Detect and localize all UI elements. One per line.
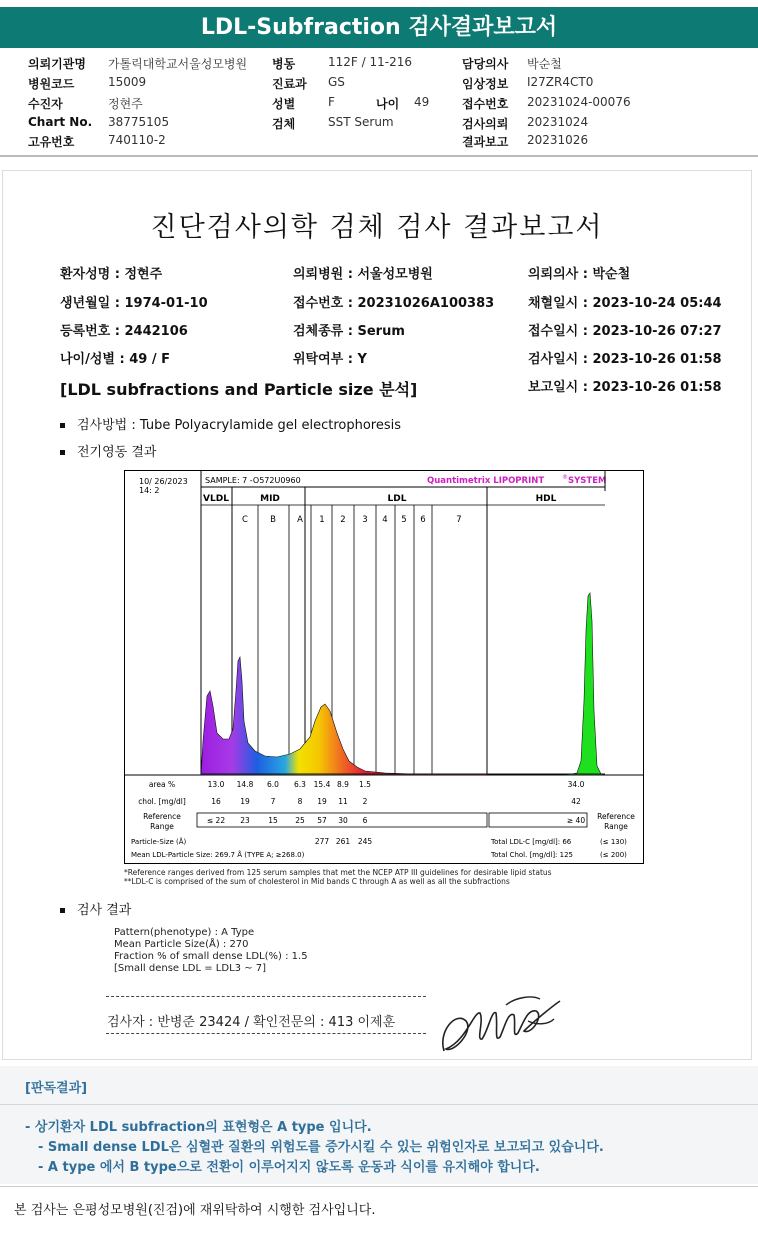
header-label: 병동 xyxy=(272,57,296,71)
band-dividers xyxy=(201,487,605,775)
electrophoresis-text: 전기영동 결과 xyxy=(77,445,157,460)
result-sdldl-definition: [Small dense LDL = LDL3 ~ 7] xyxy=(114,963,267,974)
header-value: 20231024-00076 xyxy=(527,95,631,109)
header-label: 병원코드 xyxy=(28,77,75,91)
row-label: Particle-Size (Å) xyxy=(131,838,187,846)
group-labels xyxy=(203,494,557,504)
header-divider xyxy=(0,155,758,157)
header-value: SST Serum xyxy=(328,115,394,129)
header-label: 의뢰기관명 xyxy=(28,57,86,71)
judgement-heading: [판독결과] xyxy=(25,1081,88,1096)
area-percent-value: 6.0 xyxy=(267,780,279,789)
row-label: chol. [mg/dl] xyxy=(138,797,186,806)
judgement-line: - 상기환자 LDL subfraction의 표현형은 A type 입니다. xyxy=(25,1120,372,1135)
header-label: 결과보고 xyxy=(462,135,509,149)
patient-header xyxy=(0,52,758,152)
header-value: 15009 xyxy=(108,75,147,89)
cholesterol-value: 11 xyxy=(338,797,348,806)
group-label: VLDL xyxy=(203,494,229,504)
header-row xyxy=(0,75,758,93)
header-label: 검사의뢰 xyxy=(462,117,509,131)
result-mean-size: Mean Particle Size(Å) : 270 xyxy=(114,939,249,950)
method-line xyxy=(60,414,401,433)
judgement-line: - A type 에서 B type으로 전환이 이루어지지 않도록 운동과 식이를 유지해야 합니다. xyxy=(38,1160,540,1175)
band-label: 2 xyxy=(340,515,346,525)
chart-footnotes xyxy=(124,868,552,886)
result-heading: 검사 결과 xyxy=(77,903,132,918)
bullet-icon xyxy=(60,450,65,455)
total-ldl-c: Total LDL-C [mg/dl]: 66 xyxy=(491,838,572,846)
area-percent-value: 34.0 xyxy=(567,780,585,789)
chart-time: 14: 2 xyxy=(139,486,160,495)
band-label: B xyxy=(270,515,276,525)
particle-size-value: 245 xyxy=(357,837,373,846)
chart-value-table xyxy=(131,780,635,859)
signature-stroke xyxy=(443,1001,560,1051)
footnote: **LDL-C is comprised of the sum of cholesterol in Mid bands C through A as well as all the subfractions xyxy=(124,877,510,886)
area-percent-value: 6.3 xyxy=(294,780,306,789)
reference-value: 57 xyxy=(317,816,327,825)
electrophoresis-line xyxy=(60,441,156,460)
signer-bottom-rule xyxy=(106,1033,426,1034)
analysis-section-title: [LDL subfractions and Particle size 분석] xyxy=(60,380,418,399)
header-value: 가톨릭대학교서울성모병원 xyxy=(108,57,248,71)
header-label: 임상정보 xyxy=(462,77,509,91)
chart-date: 10/ 26/2023 xyxy=(139,477,188,486)
header-value: 정현주 xyxy=(108,97,143,111)
group-label: LDL xyxy=(387,494,407,504)
reference-value: ≤ 22 xyxy=(206,816,226,825)
row-label: Reference xyxy=(597,812,635,821)
info-birthdate: 생년월일 : 1974-01-10 xyxy=(60,296,208,311)
cholesterol-value: 19 xyxy=(240,797,250,806)
particle-size-value: 261 xyxy=(335,837,351,846)
chart-sample: SAMPLE: 7 -O572U0960 xyxy=(205,476,301,485)
header-label: 성별 xyxy=(272,97,296,111)
header-label: 검체 xyxy=(272,117,296,131)
age-value: 49 xyxy=(414,95,430,109)
reference-value: 25 xyxy=(295,816,305,825)
age-label: 나이 xyxy=(376,97,400,111)
header-label: Chart No. xyxy=(28,115,93,129)
cholesterol-value: 19 xyxy=(317,797,327,806)
judgement-line: - Small dense LDL은 심혈관 질환의 위험도를 증가시킬 수 있는 위험인자로 보고되고 있습니다. xyxy=(38,1140,604,1155)
area-percent-value: 15.4 xyxy=(313,780,331,789)
result-phenotype: Pattern(phenotype) : A Type xyxy=(114,927,255,938)
area-percent-value: 8.9 xyxy=(337,780,349,789)
header-value: GS xyxy=(328,75,345,89)
method-text: 검사방법 : Tube Polyacrylamide gel electrophoresis xyxy=(77,418,402,433)
header-label: 고유번호 xyxy=(28,135,75,149)
band-label: C xyxy=(242,515,248,525)
result-heading-line xyxy=(60,899,131,918)
info-test-time: 검사일시 : 2023-10-26 01:58 xyxy=(528,352,722,367)
signer-line: 검사자 : 반병준 23424 / 확인전문의 : 413 이제훈 xyxy=(107,1015,396,1030)
lipoprint-svg xyxy=(125,471,643,863)
info-receipt-no: 접수번호 : 20231026A100383 xyxy=(293,296,495,311)
band-label: 7 xyxy=(456,515,462,525)
header-value: 112F / 11-216 xyxy=(328,55,412,69)
cholesterol-value: 7 xyxy=(270,797,276,806)
reference-value: 15 xyxy=(268,816,278,825)
hdl-reference-value: ≥ 40 xyxy=(566,816,586,825)
reference-value: 30 xyxy=(338,816,348,825)
total-cholesterol: Total Chol. [mg/dl]: 125 xyxy=(491,851,573,859)
group-label: HDL xyxy=(535,494,557,504)
info-collection-time: 채혈일시 : 2023-10-24 05:44 xyxy=(528,296,722,311)
band-label: 5 xyxy=(401,515,407,525)
area-percent-value: 14.8 xyxy=(236,780,254,789)
signer-top-rule xyxy=(106,996,426,997)
header-row xyxy=(0,133,758,151)
bullet-icon xyxy=(60,908,65,913)
info-hospital: 의뢰병원 : 서울성모병원 xyxy=(293,267,433,282)
header-row xyxy=(0,115,758,133)
info-registration-no: 등록번호 : 2442106 xyxy=(60,324,188,339)
info-receipt-time: 접수일시 : 2023-10-26 07:27 xyxy=(528,324,722,339)
reference-value: 6 xyxy=(362,816,368,825)
footnote: *Reference ranges derived from 125 serum samples that met the NCEP ATP III guidelines for desirable lipid status xyxy=(124,868,552,877)
footer-divider xyxy=(0,1186,758,1187)
mean-ldl-size: Mean LDL-Particle Size: 269.7 Å (TYPE A; ≥268.0) xyxy=(131,851,305,859)
report-title: 진단검사의학 검체 검사 결과보고서 xyxy=(150,212,604,243)
band-labels xyxy=(242,515,462,525)
band-label: 1 xyxy=(319,515,325,525)
area-percent-value: 1.5 xyxy=(359,780,371,789)
area-percent-value: 13.0 xyxy=(207,780,225,789)
row-label: Reference xyxy=(143,812,181,821)
header-value: F xyxy=(328,95,335,109)
header-row xyxy=(0,55,758,73)
report-document xyxy=(2,170,752,1060)
header-value: 20231024 xyxy=(527,115,589,129)
header-row xyxy=(0,95,758,113)
chart-brand-suffix: SYSTEM xyxy=(568,476,607,486)
registered-mark: ® xyxy=(562,474,568,481)
header-value: 20231026 xyxy=(527,133,589,147)
reference-value: 23 xyxy=(240,816,250,825)
info-patient-name: 환자성명 : 정현주 xyxy=(60,267,163,282)
info-doctor: 의뢰의사 : 박순철 xyxy=(528,267,631,282)
handwritten-signature xyxy=(436,991,566,1061)
row-label: area % xyxy=(148,780,176,789)
band-label: 4 xyxy=(382,515,388,525)
cholesterol-value: 8 xyxy=(297,797,303,806)
chart-brand: Quantimetrix LIPOPRINT xyxy=(427,476,545,486)
row-label: Range xyxy=(150,822,174,831)
report-title-bar: LDL-Subfraction 검사결과보고서 xyxy=(0,7,758,48)
cholesterol-value: 16 xyxy=(211,797,221,806)
info-specimen-type: 검체종류 : Serum xyxy=(293,324,405,339)
header-value: 박순철 xyxy=(527,57,562,71)
header-value: 740110-2 xyxy=(108,133,166,147)
judgement-panel xyxy=(0,1066,758,1184)
header-label: 접수번호 xyxy=(462,97,509,111)
info-age-sex: 나이/성별 : 49 / F xyxy=(60,352,171,367)
ldl-spectrum-area xyxy=(201,657,487,775)
row-label: Range xyxy=(604,822,628,831)
total-cholesterol-ref: (≤ 200) xyxy=(600,851,627,859)
result-sdldl-fraction: Fraction % of small dense LDL(%) : 1.5 xyxy=(114,951,308,962)
band-label: 6 xyxy=(420,515,426,525)
hdl-peak-area xyxy=(565,593,605,775)
band-label: A xyxy=(297,515,303,525)
judgement-header xyxy=(0,1066,758,1105)
header-label: 진료과 xyxy=(272,77,307,91)
lipoprint-chart xyxy=(124,470,644,864)
footer-note: 본 검사는 은평성모병원(진검)에 재위탁하여 시행한 검사입니다. xyxy=(14,1203,376,1218)
group-label: MID xyxy=(260,494,280,504)
result-summary xyxy=(114,927,308,975)
particle-size-value: 277 xyxy=(314,837,330,846)
cholesterol-value: 2 xyxy=(362,797,368,806)
info-outsourced: 위탁여부 : Y xyxy=(293,352,367,367)
info-report-time: 보고일시 : 2023-10-26 01:58 xyxy=(528,380,722,395)
band-label: 3 xyxy=(362,515,368,525)
bullet-icon xyxy=(60,423,65,428)
header-value: 38775105 xyxy=(108,115,170,129)
cholesterol-value: 42 xyxy=(571,797,581,806)
header-label: 수진자 xyxy=(28,97,63,111)
header-value: I27ZR4CT0 xyxy=(527,75,594,89)
header-label: 담당의사 xyxy=(462,57,509,71)
total-ldl-c-ref: (≤ 130) xyxy=(600,838,627,846)
